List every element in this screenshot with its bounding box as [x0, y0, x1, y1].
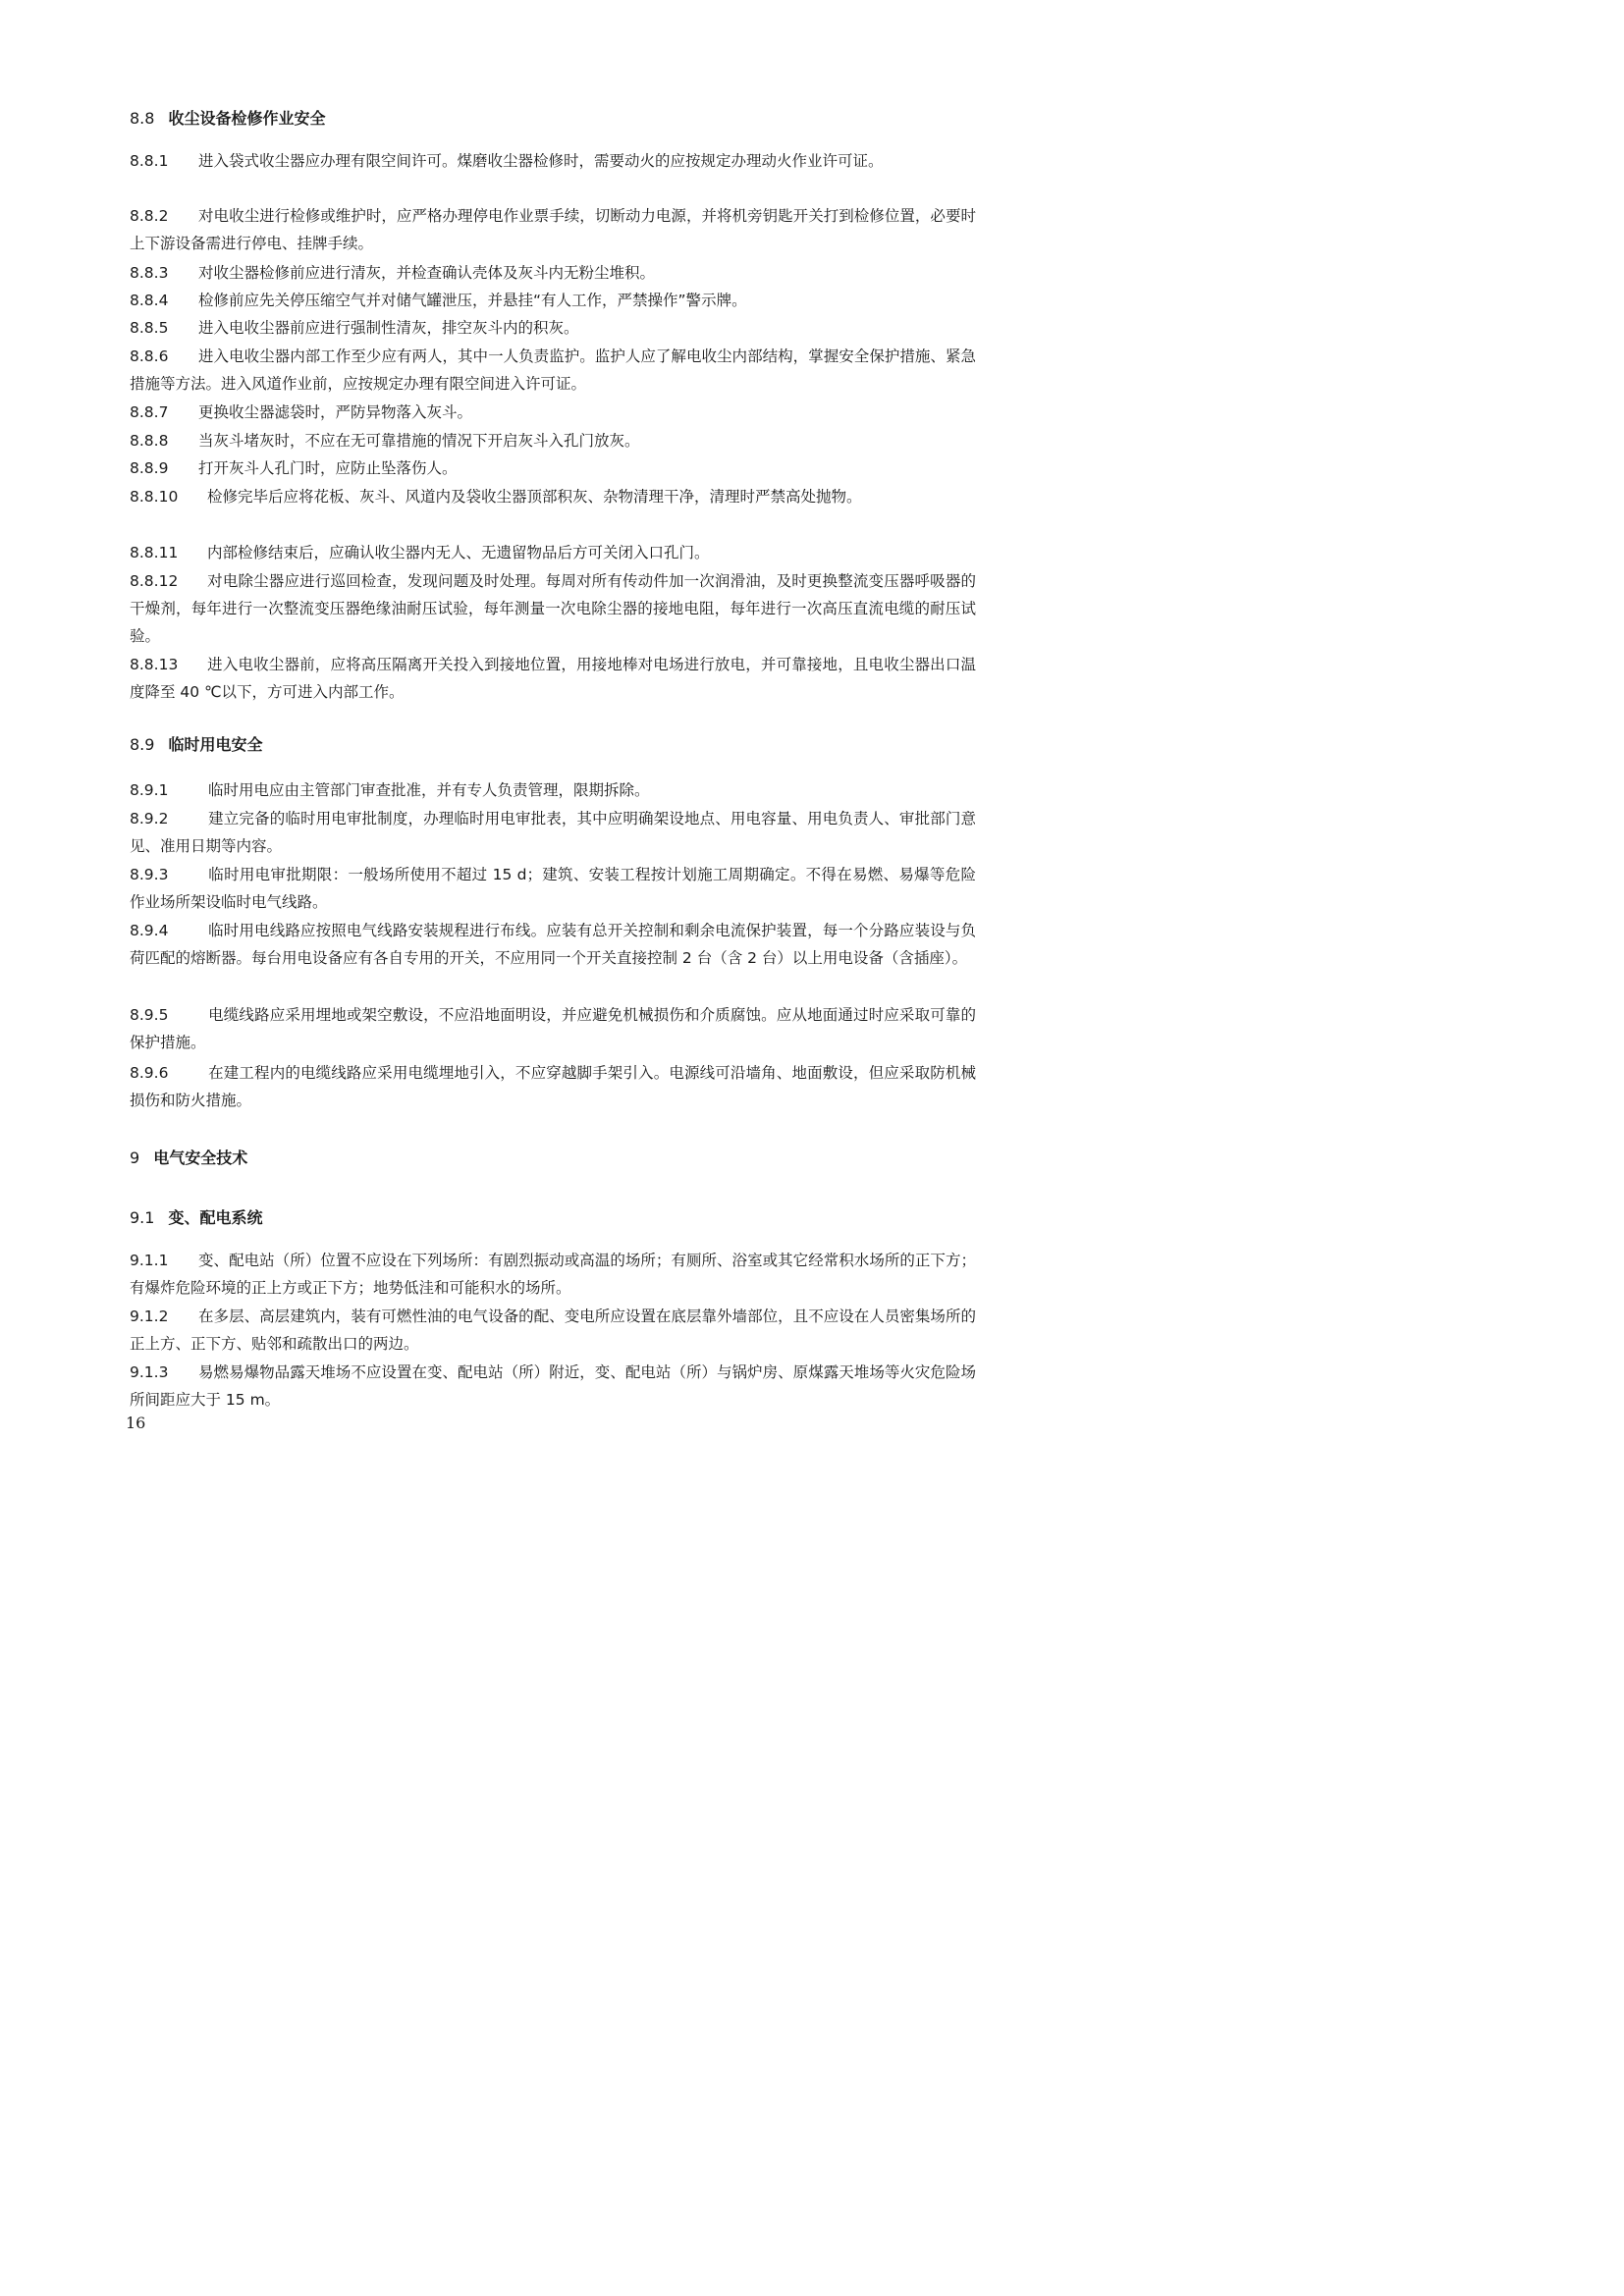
clause-text: 检修前应先关停压缩空气并对储气罐泄压，并悬挂“有人工作，严禁操作”警示牌。 [198, 292, 747, 309]
clause-8-8-10 [130, 483, 976, 510]
clause-9-1-1 [130, 1247, 976, 1302]
section-number: 8.8 [130, 109, 155, 128]
clause-text: 电缆线路应采用埋地或架空敷设，不应沿地面明设，并应避免机械损伤和介质腐蚀。应从地面通过时应采取可靠的保护措施。 [130, 1006, 976, 1051]
clause-8-8-3 [130, 259, 976, 287]
clause-text: 进入电收尘器内部工作至少应有两人，其中一人负责监护。监护人应了解电收尘内部结构，掌握安全保护措施、紧急措施等方法。进入风道作业前，应按规定办理有限空间进入许可证。 [130, 347, 976, 393]
clause-text: 对电除尘器应进行巡回检查，发现问题及时处理。每周对所有传动件加一次润滑油，及时更换整流变压器呼吸器的干燥剂，每年进行一次整流变压器绝缘油耐压试验，每年测量一次电除尘器的接地电阻，每年进行一次高压直流电缆的耐压试验。 [130, 572, 976, 645]
clause-text: 易燃易爆物品露天堆场不应设置在变、配电站（所）附近，变、配电站（所）与锅炉房、原煤露天堆场等火灾危险场所间距应大于 15 m。 [130, 1363, 976, 1409]
clause-number: 8.9.5 [130, 1006, 169, 1024]
clause-number: 8.9.2 [130, 810, 169, 828]
clause-number: 8.8.5 [130, 319, 169, 337]
section-number: 9 [130, 1148, 140, 1167]
clause-text: 在多层、高层建筑内，装有可燃性油的电气设备的配、变电所应设置在底层靠外墙部位，且不应设在人员密集场所的正上方、正下方、贴邻和疏散出口的两边。 [130, 1308, 976, 1353]
clause-8-8-8 [130, 427, 976, 454]
clause-9-1-3 [130, 1359, 976, 1414]
clause-text: 变、配电站（所）位置不应设在下列场所：有剧烈振动或高温的场所；有厕所、浴室或其它经常积水场所的正下方；有爆炸危险环境的正上方或正下方；地势低洼和可能积水的场所。 [130, 1252, 976, 1297]
page-number: 16 [126, 1414, 146, 1432]
section-title: 变、配电系统 [168, 1208, 263, 1227]
clause-text: 进入电收尘器前应进行强制性清灰，排空灰斗内的积灰。 [198, 319, 579, 337]
section-title: 收尘设备检修作业安全 [168, 109, 326, 128]
clause-text: 对收尘器检修前应进行清灰，并检查确认壳体及灰斗内无粉尘堆积。 [198, 264, 656, 282]
clause-8-8-6 [130, 343, 976, 398]
section-heading-9 [130, 1148, 247, 1169]
clause-8-9-1 [130, 776, 976, 804]
clause-8-8-5 [130, 314, 976, 342]
clause-8-8-11 [130, 539, 976, 566]
clause-text: 进入袋式收尘器应办理有限空间许可。煤磨收尘器检修时，需要动火的应按规定办理动火作业许可证。 [198, 152, 884, 170]
clause-number: 8.8.1 [130, 152, 169, 170]
clause-8-8-12 [130, 567, 976, 650]
section-title: 电气安全技术 [153, 1148, 248, 1167]
clause-text: 检修完毕后应将花板、灰斗、风道内及袋收尘器顶部积灰、杂物清理干净，清理时严禁高处抛物。 [207, 488, 862, 506]
clause-number: 8.8.10 [130, 488, 179, 506]
clause-number: 8.8.9 [130, 459, 169, 477]
clause-8-8-9 [130, 454, 976, 482]
clause-number: 8.8.3 [130, 264, 169, 282]
clause-8-9-4 [130, 917, 976, 972]
clause-8-9-2 [130, 805, 976, 860]
clause-text: 在建工程内的电缆线路应采用电缆埋地引入，不应穿越脚手架引入。电源线可沿墙角、地面敷设，但应采取防机械损伤和防火措施。 [130, 1064, 976, 1109]
clause-number: 9.1.2 [130, 1308, 169, 1325]
clause-text: 打开灰斗人孔门时，应防止坠落伤人。 [198, 459, 458, 477]
clause-number: 8.8.11 [130, 544, 179, 561]
clause-8-8-13 [130, 651, 976, 706]
clause-text: 对电收尘进行检修或维护时，应严格办理停电作业票手续，切断动力电源，并将机旁钥匙开关打到检修位置，必要时上下游设备需进行停电、挂牌手续。 [130, 207, 976, 252]
clause-8-8-7 [130, 399, 976, 426]
clause-text: 临时用电审批期限：一般场所使用不超过 15 d；建筑、安装工程按计划施工周期确定。不得在易燃、易爆等危险作业场所架设临时电气线路。 [130, 866, 976, 911]
clause-text: 当灰斗堵灰时，不应在无可靠措施的情况下开启灰斗入孔门放灰。 [198, 432, 640, 450]
clause-number: 8.8.6 [130, 347, 169, 365]
clause-text: 临时用电应由主管部门审查批准，并有专人负责管理，限期拆除。 [208, 781, 650, 799]
clause-text: 更换收尘器滤袋时，严防异物落入灰斗。 [198, 403, 473, 421]
clause-number: 8.8.2 [130, 207, 169, 225]
clause-text: 建立完备的临时用电审批制度，办理临时用电审批表，其中应明确架设地点、用电容量、用电负责人、审批部门意见、准用日期等内容。 [130, 810, 976, 855]
section-number: 9.1 [130, 1208, 155, 1227]
clause-8-8-1 [130, 147, 976, 175]
clause-number: 8.9.6 [130, 1064, 169, 1082]
clause-number: 8.8.7 [130, 403, 169, 421]
clause-text: 内部检修结束后，应确认收尘器内无人、无遗留物品后方可关闭入口孔门。 [207, 544, 710, 561]
clause-number: 8.8.13 [130, 656, 179, 673]
clause-number: 8.9.1 [130, 781, 169, 799]
section-title: 临时用电安全 [168, 735, 263, 754]
clause-number: 8.9.3 [130, 866, 169, 883]
clause-number: 8.8.8 [130, 432, 169, 450]
section-number: 8.9 [130, 735, 155, 754]
document-page [0, 0, 1086, 1535]
clause-number: 8.9.4 [130, 922, 169, 939]
clause-8-8-4 [130, 287, 976, 314]
clause-9-1-2 [130, 1303, 976, 1358]
section-heading-9-1 [130, 1207, 262, 1229]
clause-text: 临时用电线路应按照电气线路安装规程进行布线。应装有总开关控制和剩余电流保护装置，每一个分路应装设与负荷匹配的熔断器。每台用电设备应有各自专用的开关，不应用同一个开关直接控制 2 台（含 2 台）以上用电设备（含插座）。 [130, 922, 976, 967]
clause-8-9-3 [130, 861, 976, 916]
clause-number: 9.1.1 [130, 1252, 169, 1269]
section-heading-8-8 [130, 108, 325, 130]
clause-8-8-2 [130, 202, 976, 257]
section-heading-8-9 [130, 734, 262, 756]
clause-8-9-6 [130, 1059, 976, 1114]
clause-8-9-5 [130, 1001, 976, 1056]
clause-number: 8.8.4 [130, 292, 169, 309]
clause-number: 8.8.12 [130, 572, 179, 590]
clause-text: 进入电收尘器前，应将高压隔离开关投入到接地位置，用接地棒对电场进行放电，并可靠接地，且电收尘器出口温度降至 40 ℃以下，方可进入内部工作。 [130, 656, 976, 701]
clause-number: 9.1.3 [130, 1363, 169, 1381]
